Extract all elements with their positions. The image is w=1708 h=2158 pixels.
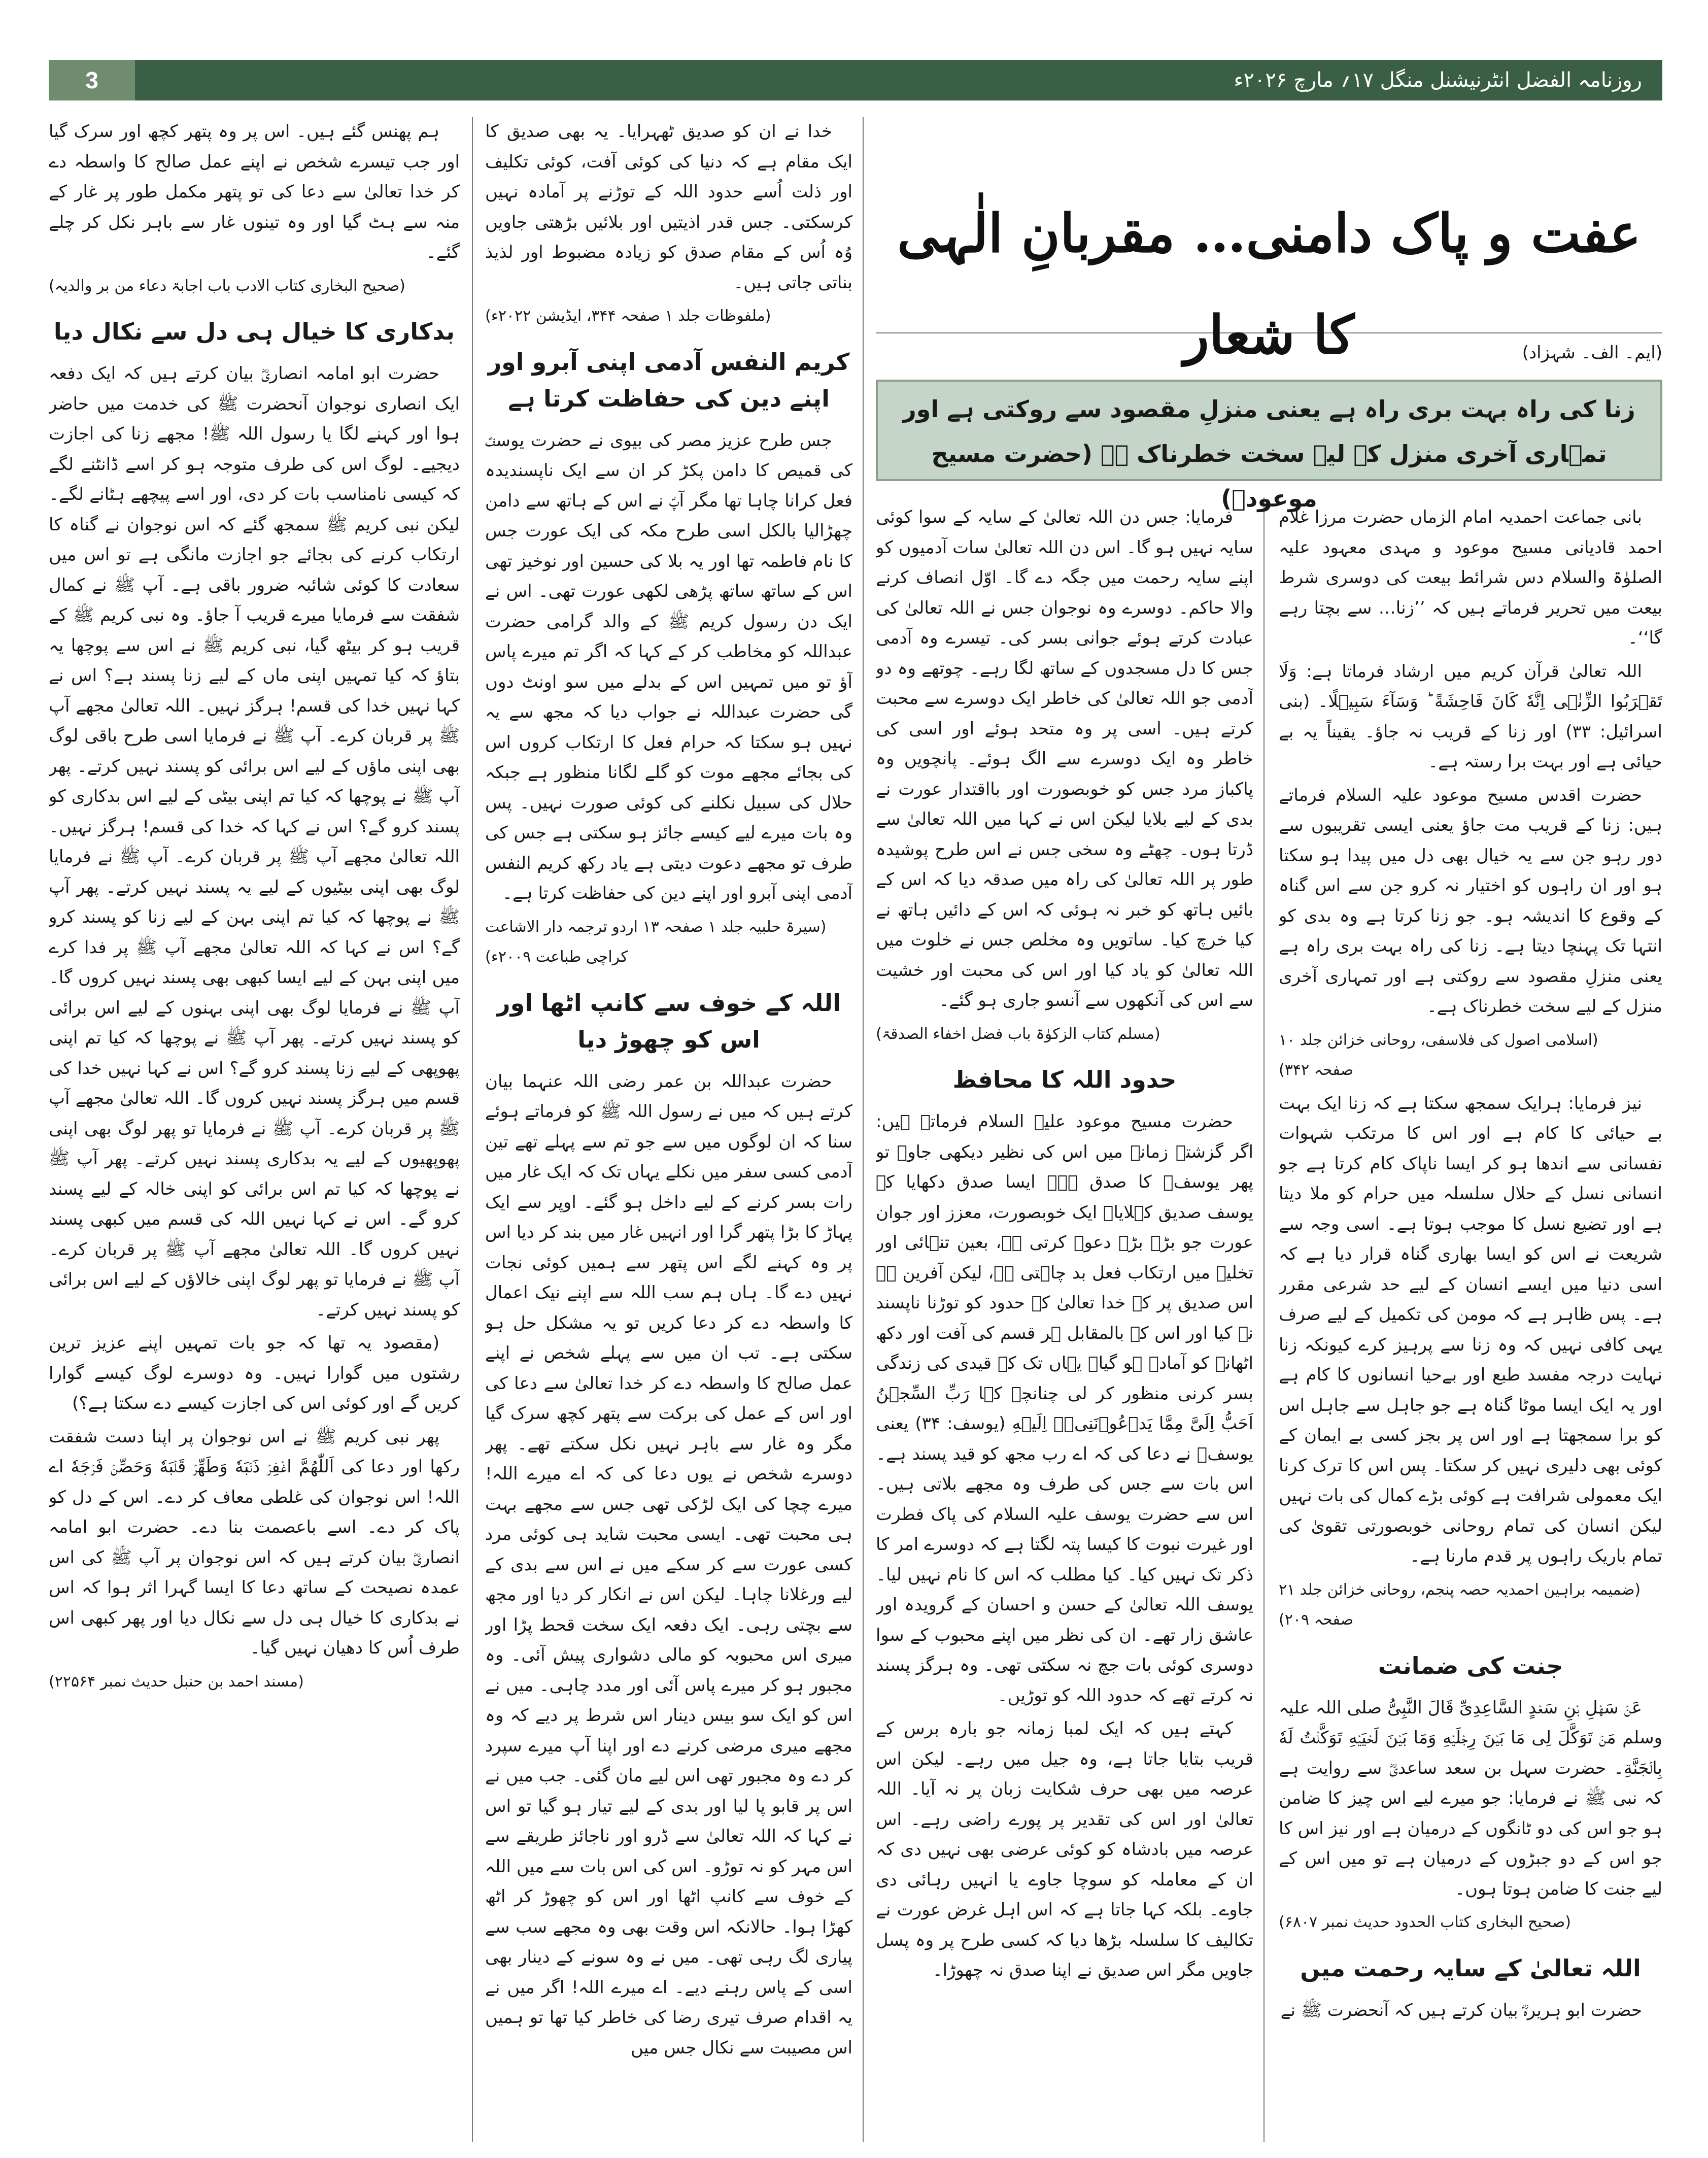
- citation: (سیرۃ حلبیہ جلد ۱ صفحہ ۱۳ اردو ترجمہ دار الاشاعت کراچی طباعت ۲۰۰۹ء): [485, 918, 827, 966]
- paragraph: حضرت مسیح موعود علیہ السلام فرماتے ہیں: اگر گزشتہ زمانہ میں اس کی نظیر دیکھی جاوے تو پھر یوسفؑ کا صدق ہے۔ ایسا صدق دکھایا کہ یوسف صدیق کہلایا۔ ایک خوبصورت، معزز اور جوان عورت جو بڑے بڑے دعوے کرتی ہے، بعین تنہائی اور تخلیہ میں ارتکاب فعل بد چاہتی ہے، لیکن آفرین ہے اس صدیق پر کہ خدا تعالیٰ کے حدود کو توڑنا ناپسند نہ کیا اور اس کے بالمقابل ہر قسم کی آفت اور دکھ اٹھانے کو آمادہ ہو گیا۔ یہاں تک کہ قیدی کی زندگی بسر کرنی منظور کر لی چنانچہ کہا رَبِّ السِّجۡنُ اَحَبُّ اِلَیَّ مِمَّا یَدۡعُوۡنَنِیۡۤ اِلَیۡهِ (یوسف: ۳۴) یعنی یوسفؑ نے دعا کی کہ اے رب مجھ کو قید پسند ہے۔ اس بات سے جس کی طرف وہ مجھے بلاتی ہیں۔ اس سے حضرت یوسف علیہ السلام کی پاک فطرت اور غیرت نبوت کا کیسا پتہ لگتا ہے کہ دوسرے امر کا ذکر تک نہیں کیا۔ کیا مطلب کہ اس کا نام نہیں لیا۔ یوسف اللہ تعالیٰ کے حسن و احسان کے گرویدہ اور عاشق زار تھے۔ ان کی نظر میں اپنے محبوب کے سوا دوسری کوئی بات جچ نہ سکتی تھی۔ وہ ہرگز پسند نہ کرتے تھے کہ حدود اللہ کو توڑیں۔: [876, 1111, 1253, 1706]
- paragraph: عَنۡ سَهۡلِ بۡنِ سَعۡدٍ السَّاعِدِیِّ قَالَ النَّبِیُّ صلی اللہ علیہ وسلم مَنۡ تَوَکَّلَ لِی مَا بَیۡنَ رِجۡلَیۡهِ وَمَا بَیۡنَ لَحۡیَیۡهِ تَوَکَّلۡتُ لَهٗ بِالۡجَنَّةِ۔ حضرت سہل بن سعد ساعدیؓ سے روایت ہے کہ نبی ﷺ نے فرمایا: جو میرے لیے اس چیز کا ضامن ہو جو اس کی دو ٹانگوں کے درمیان ہے اور نیز اس کا جو اس کے دو جبڑوں کے درمیان ہے تو میں اس کے لیے جنت کا ضامن ہوتا ہوں۔: [1279, 1697, 1662, 1899]
- paragraph: نیز فرمایا: ہرایک سمجھ سکتا ہے کہ زنا ایک بہت بے حیائی کا کام ہے اور اس کا مرتکب شہوات نفسانی سے اندھا ہو کر ایسا ناپاک کام کرتا ہے جو انسانی نسل کے حلال سلسلہ میں حرام کو ملا دیتا ہے اور تضیع نسل کا موجب ہوتا ہے۔ اسی وجہ سے شریعت نے اس کو ایسا بھاری گناہ قرار دیا ہے کہ اسی دنیا میں ایسے انسان کے لیے حد شرعی مقرر ہے۔ پس ظاہر ہے کہ مومن کی تکمیل کے لیے صرف یہی کافی نہیں کہ وہ زنا سے پرہیز کرے کیونکہ زنا نہایت درجہ مفسد طبع اور بےحیا انسانوں کا کام ہے اور یہ ایک ایسا موٹا گناہ ہے جو جاہل سے جاہل اس کو برا سمجھتا ہے اور اس پر بجز کسی بے ایمان کے کوئی بھی دلیری نہیں کر سکتا۔ پس اس کا ترک کرنا ایک معمولی شرافت ہے کوئی بڑے کمال کی بات نہیں لیکن انسان کی تمام روحانی خوبصورتی تقویٰ کی تمام باریک راہوں پر قدم مارنا ہے۔: [1279, 1093, 1662, 1566]
- section-heading: اللہ تعالیٰ کے سایہ رحمت میں: [1300, 1954, 1641, 1982]
- citation: (ملفوظات جلد ۱ صفحہ ۳۴۴، ایڈیشن ۲۰۲۲ء): [485, 307, 771, 325]
- paragraph: ہم پھنس گئے ہیں۔ اس پر وہ پتھر کچھ اور سرک گیا اور جب تیسرے شخص نے اپنے عمل صالح کا واسطہ دے کر خدا تعالیٰ سے دعا کی تو پتھر مکمل طور پر غار کے منہ سے ہٹ گیا اور وہ تینوں غار سے باہر نکل کر چلے گئے۔: [49, 121, 460, 262]
- paragraph: حضرت عبداللہ بن عمر رضی اللہ عنہما بیان کرتے ہیں کہ میں نے رسول اللہ ﷺ کو فرماتے ہوئے سنا کہ ان لوگوں میں سے جو تم سے پہلے تھے تین آدمی کسی سفر میں نکلے یہاں تک کہ ایک غار میں رات بسر کرنے کے لیے داخل ہو گئے۔ اوپر سے ایک پہاڑ کا بڑا پتھر گرا اور انہیں غار میں بند کر دیا اس پر وہ کہنے لگے اس پتھر سے ہمیں کوئی نجات نہیں دے گا۔ ہاں ہم سب اللہ سے اپنے نیک اعمال کا واسطہ دے کر دعا کریں تو یہ مشکل حل ہو سکتی ہے۔ تب ان میں سے پہلے شخص نے اپنے عمل صالح کا واسطہ دے کر خدا تعالیٰ سے دعا کی اور اس کے عمل کی برکت سے پتھر کچھ سرک گیا مگر وہ غار سے باہر نہیں نکل سکتے تھے۔ پھر دوسرے شخص نے یوں دعا کی کہ اے میرے اللہ! میرے چچا کی ایک لڑکی تھی جس سے مجھے بہت ہی محبت تھی۔ ایسی محبت شاید ہی کوئی مرد کسی عورت سے کر سکے میں نے اس سے بدی کے لیے ورغلانا چاہا۔ لیکن اس نے انکار کر دیا اور مجھ سے بچتی رہی۔ ایک دفعہ ایک سخت قحط پڑا اور میری اس محبوبہ کو مالی دشواری پیش آئی۔ وہ مجبور ہو کر میرے پاس آئی اور مدد چاہی۔ میں نے اس کو ایک سو بیس دینار اس شرط پر دیے کہ وہ مجھے میری مرضی کرنے دے اور اپنا آپ میرے سپرد کر دے وہ مجبور تھی اس لیے مان گئی۔ جب میں نے اس پر قابو پا لیا اور بدی کے لیے تیار ہو گیا تو اس نے کہا کہ اللہ تعالیٰ سے ڈرو اور ناجائز طریقے سے اس مہر کو نہ توڑو۔ اس کی اس بات سے میں اللہ کے خوف سے کانپ اٹھا اور اس کو چھوڑ کر اٹھ کھڑا ہوا۔ حالانکہ اس وقت بھی وہ مجھے سب سے پیاری لگ رہی تھی۔ میں نے وہ سونے کے دینار بھی اسی کے پاس رہنے دیے۔ اے میرے اللہ! اگر میں نے یہ اقدام صرف تیری رضا کی خاطر کیا تھا تو ہمیں اس مصیبت سے نکال جس میں: [485, 1071, 852, 2058]
- paragraph: کہتے ہیں کہ ایک لمبا زمانہ جو بارہ برس کے قریب بتایا جاتا ہے، وہ جیل میں رہے۔ لیکن اس عرصہ میں بھی حرف شکایت زبان پر نہ آیا۔ اللہ تعالیٰ اور اس کی تقدیر پر پورے راضی رہے۔ اس عرصہ میں بادشاہ کو کوئی عرضی بھی نہیں دی کہ ان کے معاملہ کو سوچا جاوے یا انہیں رہائی دی جاوے۔ بلکہ کہا جاتا ہے کہ اس اہل غرض عورت نے تکالیف کا سلسلہ بڑھا دیا کہ کسی طرح پر وہ پسل جاویں مگر اس صدیق نے اپنا صدق نہ چھوڑا۔: [876, 1718, 1253, 1980]
- article-byline: (ایم۔ الف۔ شہزاد): [1522, 343, 1662, 363]
- paragraph: اللہ تعالیٰ قرآن کریم میں ارشاد فرماتا ہے: وَلَا تَقۡرَبُوا الزِّنٰۤی اِنَّهٗ کَانَ فَاحِشَةً ؕ وَسَآءَ سَبِیۡلًا۔ (بنی اسرائیل: ۳۳) اور زنا کے قریب نہ جاؤ۔ یقیناً یہ بے حیائی ہے اور بہت برا رستہ ہے۔: [1279, 661, 1662, 772]
- article-column-1: [1279, 502, 1662, 2142]
- pull-quote: [876, 380, 1662, 512]
- citation: (صحیح البخاری کتاب الادب باب اجابۃ دعاء من بر والدیہ): [49, 277, 405, 295]
- citation: (مسند احمد بن حنبل حدیث نمبر ۲۲۵۶۴): [49, 1672, 304, 1691]
- section-heading: اللہ کے خوف سے کانپ اٹھا اور اس کو چھوڑ دیا: [497, 989, 841, 1053]
- paragraph: فرمایا: جس دن اللہ تعالیٰ کے سایہ کے سوا کوئی سایہ نہیں ہو گا۔ اس دن اللہ تعالیٰ سات آدمیوں کو اپنے سایہ رحمت میں جگہ دے گا۔ اوّل انصاف کرنے والا حاکم۔ دوسرے وہ نوجوان جس نے اللہ تعالیٰ کی عبادت کرتے ہوئے جوانی بسر کی۔ تیسرے وہ آدمی جس کا دل مسجدوں کے ساتھ لگا رہے۔ چوتھے وہ دو آدمی جو اللہ تعالیٰ کی خاطر ایک دوسرے سے محبت کرتے ہیں۔ اسی پر وہ متحد ہوئے اور اسی کی خاطر وہ ایک دوسرے سے الگ ہوئے۔ پانچویں وہ پاکباز مرد جس کو خوبصورت اور بااقتدار عورت نے بدی کے لیے بلایا لیکن اس نے کہا میں اللہ تعالیٰ سے ڈرتا ہوں۔ چھٹے وہ سخی جس نے اس طرح پوشیدہ طور پر اللہ تعالیٰ کی راہ میں صدقہ دیا کہ اس کے بائیں ہاتھ کو خبر نہ ہوئی کہ اس کے دائیں ہاتھ نے کیا خرچ کیا۔ ساتویں وہ مخلص جس نے خلوت میں اللہ تعالیٰ کو یاد کیا اور اس کی محبت اور خشیت سے اس کی آنکھوں سے آنسو جاری ہو گئے۔: [876, 507, 1253, 1010]
- paragraph: حضرت ابو امامہ انصاریؓ بیان کرتے ہیں کہ ایک دفعہ ایک انصاری نوجوان آنحضرت ﷺ کی خدمت میں حاضر ہوا اور کہنے لگا یا رسول اللہ ﷺ! مجھے زنا کی اجازت دیجیے۔ لوگ اس کی طرف متوجہ ہو کر اسے ڈانٹنے لگے کہ کیسی نامناسب بات کر دی، اور اسے پیچھے ہٹانے لگے۔ لیکن نبی کریم ﷺ سمجھ گئے کہ اس نوجوان نے گناہ کا ارتکاب کرنے کی بجائے جو اجازت مانگی ہے تو اس میں سعادت کا کوئی شائبہ ضرور باقی ہے۔ آپ ﷺ نے کمال شفقت سے فرمایا میرے قریب آ جاؤ۔ وہ نبی کریم ﷺ کے قریب ہو کر بیٹھ گیا، نبی کریم ﷺ نے اس سے پوچھا یہ بتاؤ کہ کیا تمہیں اپنی ماں کے لیے زنا پسند ہے؟ اس نے کہا نہیں خدا کی قسم! ہرگز نہیں۔ اللہ تعالیٰ مجھے آپ ﷺ پر قربان کرے۔ آپ ﷺ نے فرمایا اسی طرح باقی لوگ بھی اپنی ماؤں کے لیے اس برائی کو پسند نہیں کرتے۔ پھر آپ ﷺ نے پوچھا کہ کیا تم اپنی بیٹی کے لیے اس بدکاری کو پسند کرو گے؟ اس نے کہا کہ خدا کی قسم! ہرگز نہیں۔ اللہ تعالیٰ مجھے آپ ﷺ پر قربان کرے۔ آپ ﷺ نے فرمایا لوگ بھی اپنی بیٹیوں کے لیے یہ پسند نہیں کرتے۔ پھر آپ ﷺ نے پوچھا کہ کیا تم اپنی بہن کے لیے زنا کو پسند کرو گے؟ اس نے کہا کہ اللہ تعالیٰ مجھے آپ ﷺ پر فدا کرے میں اپنی بہن کے لیے ایسا کبھی بھی پسند نہیں کروں گا۔ آپ ﷺ نے فرمایا لوگ بھی اپنی بہنوں کے لیے اس برائی کو پسند نہیں کرتے۔ پھر آپ ﷺ نے پوچھا کہ کیا تم اپنی پھوپھی کے لیے زنا پسند کرو گے؟ اس نے کہا نہیں خدا کی قسم میں ہرگز پسند نہیں کروں گا۔ اللہ تعالیٰ مجھے آپ ﷺ پر قربان کرے۔ آپ ﷺ نے فرمایا تو پھر لوگ بھی اپنی پھوپھیوں کے لیے یہ بدکاری پسند نہیں کرتے۔ پھر آپ ﷺ نے پوچھا کہ کیا تم اس برائی کو اپنی خالہ کے لیے پسند کرو گے۔ اس نے کہا نہیں اللہ کی قسم میں کبھی پسند نہیں کروں گا۔ اللہ تعالیٰ مجھے آپ ﷺ پر قربان کرے۔ آپ ﷺ نے فرمایا تو پھر لوگ اپنی خالاؤں کے لیے اس برائی کو پسند نہیں کرتے۔: [49, 363, 460, 1320]
- page-number: 3: [49, 60, 135, 100]
- paragraph: جس طرح عزیز مصر کی بیوی نے حضرت یوسفؑ کی قمیص کا دامن پکڑ کر ان سے ایک ناپسندیدہ فعل کرانا چاہا تھا مگر آپؑ نے اس کے ہاتھ سے دامن چھڑالیا بالکل اسی طرح مکہ کی ایک عورت جس کا نام فاطمہ تھا اور یہ بلا کی حسین اور نوخیز تھی اس کے ساتھ ساتھ پڑھی لکھی عورت تھی۔ اس نے ایک دن رسول کریم ﷺ کے والد گرامی حضرت عبداللہ کو مخاطب کر کے کہا کہ اگر تم میرے پاس آؤ تو میں تمہیں اس کے بدلے میں سو اونٹ دوں گی حضرت عبداللہ نے جواب دیا کہ مجھ سے یہ نہیں ہو سکتا کہ حرام فعل کا ارتکاب کروں اس کی بجائے مجھے موت کو گلے لگانا منظور ہے جبکہ حلال کی سبیل نکلنے کی کوئی صورت نہیں۔ پس وہ بات میرے لیے کیسے جائز ہو سکتی ہے جس کی طرف تو مجھے دعوت دیتی ہے یاد رکھ کریم النفس آدمی اپنی آبرو اور اپنے دین کی حفاظت کرتا ہے۔: [485, 430, 852, 903]
- section-heading: جنت کی ضمانت: [1378, 1651, 1563, 1679]
- pull-quote-line: زنا کی راہ بہت بری راہ ہے یعنی منزلِ مقصود سے روکتی ہے اور: [903, 395, 1635, 423]
- column-divider: [1263, 497, 1265, 2142]
- paragraph: (مقصود یہ تھا کہ جو بات تمہیں اپنے عزیز ترین رشتوں میں گوارا نہیں۔ وہ دوسرے لوگ کیسے گوارا کریں گے اور کوئی اس کی اجازت کیسے دے سکتا ہے؟): [49, 1333, 460, 1413]
- article-column-4: [49, 117, 460, 2142]
- paragraph: حضرت اقدس مسیح موعود علیہ السلام فرماتے ہیں: زنا کے قریب مت جاؤ یعنی ایسی تقریبوں سے دور رہو جن سے یہ خیال بھی دل میں پیدا ہو سکتا ہو اور ان راہوں کو اختیار نہ کرو جن سے اس گناہ کے وقوع کا اندیشہ ہو۔ جو زنا کرتا ہے وہ بدی کو انتہا تک پہنچا دیتا ہے۔ زنا کی راہ بہت بری راہ ہے یعنی منزلِ مقصود سے روکتی ہے اور تمہاری آخری منزل کے لیے سخت خطرناک ہے۔: [1279, 785, 1662, 1017]
- article-column-3: [485, 117, 852, 2142]
- paragraph: خدا نے ان کو صدیق ٹھہرایا۔ یہ بھی صدیق کا ایک مقام ہے کہ دنیا کی کوئی آفت، کوئی تکلیف اور ذلت اُسے حدود اللہ کے توڑنے پر آمادہ نہیں کرسکتی۔ جس قدر اذیتیں اور بلائیں بڑھتی جاویں وُہ اُس کے مقام صدق کو زیادہ مضبوط اور لذیذ بناتی جاتی ہیں۔: [485, 121, 852, 293]
- section-heading: کریم النفس آدمی اپنی آبرو اور اپنے دین کی حفاظت کرتا ہے: [488, 348, 850, 412]
- citation: (اسلامی اصول کی فلاسفی، روحانی خزائن جلد ۱۰ صفحہ ۳۴۲): [1279, 1031, 1598, 1079]
- section-heading: حدود اللہ کا محافظ: [952, 1066, 1177, 1093]
- paragraph: پھر نبی کریم ﷺ نے اس نوجوان پر اپنا دست شفقت رکھا اور دعا کی اَللّٰهُمَّ اغۡفِرۡ ذَنۡبَهٗ وَطَهِّرۡ قَلۡبَهٗ وَحَصِّنۡ فَرۡجَهٗ اے اللہ! اس نوجوان کی غلطی معاف کر دے۔ اس کے دل کو پاک کر دے۔ اسے باعصمت بنا دے۔ حضرت ابو امامہ انصاریؓ بیان کرتے ہیں کہ اس نوجوان پر آپ ﷺ کی اس عمدہ نصیحت کے ساتھ دعا کا ایسا گہرا اثر ہوا کہ اس نے بدکاری کا خیال ہی دل سے نکال دیا اور پھر کبھی اس طرف اُس کا دھیان نہیں گیا۔: [49, 1426, 460, 1658]
- article-title: عفت و پاک دامنی… مقربانِ الٰہی کا شعار: [897, 202, 1641, 366]
- column-divider: [863, 117, 864, 2142]
- header-bar: [49, 60, 1662, 100]
- citation: (صحیح البخاری کتاب الحدود حدیث نمبر ۶۸۰۷): [1279, 1913, 1571, 1931]
- article-column-2: [876, 502, 1253, 2142]
- citation: (مسلم کتاب الزکوٰۃ باب فضل اخفاء الصدقۃ): [876, 1025, 1160, 1043]
- paragraph: بانی جماعت احمدیہ امام الزماں حضرت مرزا غلام احمد قادیانی مسیح موعود و مہدی معہود علیہ الصلوٰۃ والسلام دس شرائط بیعت کی دوسری شرط بیعت میں تحریر فرماتے ہیں کہ ’’زنا… سے بچتا رہے گا‘‘۔: [1279, 507, 1662, 648]
- section-heading: بدکاری کا خیال ہی دل سے نکال دیا: [53, 318, 455, 345]
- pull-quote-line: تمہاری آخری منزل کے لیے سخت خطرناک ہے (حضرت مسیح موعودؑ): [931, 440, 1607, 512]
- paragraph: حضرت ابو ہریرہؓ بیان کرتے ہیں کہ آنحضرت ﷺ نے: [1280, 2000, 1642, 2020]
- publication-title: روزنامہ الفضل انٹرنیشنل منگل ۱۷؍ مارچ ۲۰۲۶ء: [1234, 69, 1642, 92]
- column-divider: [472, 117, 473, 2142]
- citation: (ضمیمہ براہین احمدیہ حصہ پنجم، روحانی خزائن جلد ۲۱ صفحہ ۲۰۹): [1279, 1580, 1641, 1629]
